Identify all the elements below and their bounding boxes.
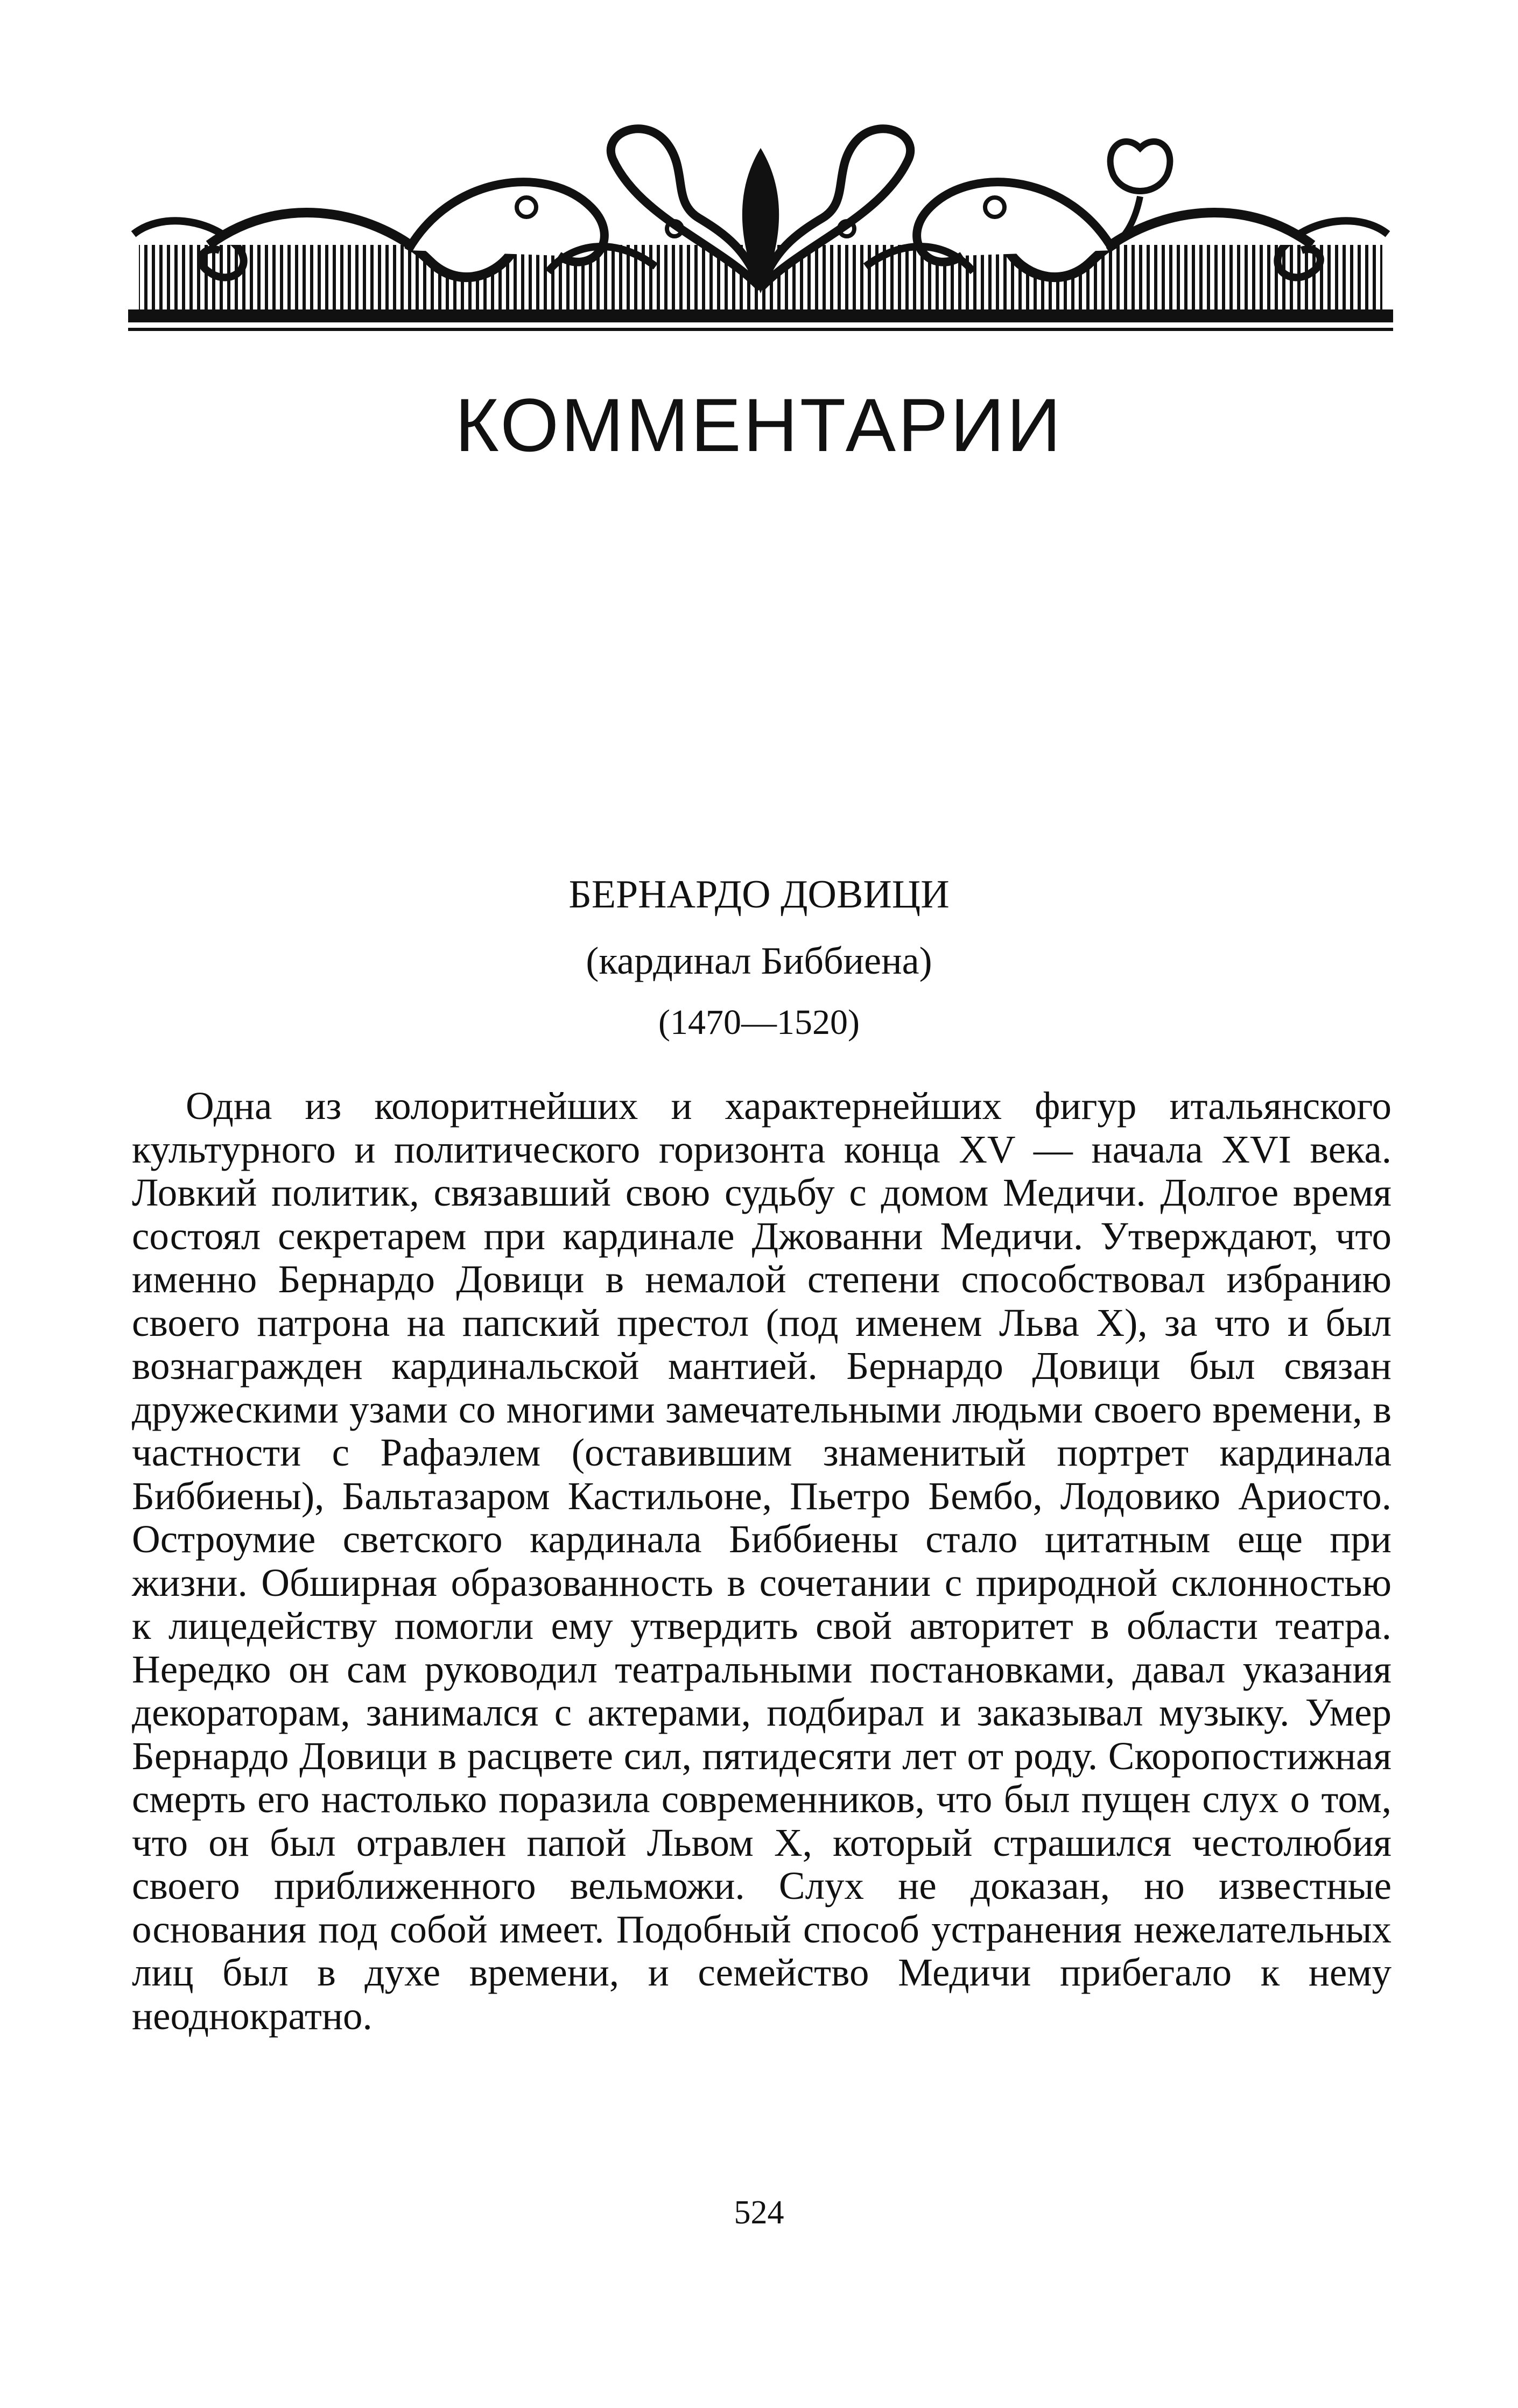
page-number: 524 (734, 2194, 784, 2231)
entry-body-text: Одна из колоритнейших и характернейших фигур итальянского культурного и политического горизонта конца XV — начала XVI века. Ловкий политик, связавший свою судьбу с домом Медичи. Долгое время состоял секретарем при кардинале Джованни Медичи. Утверждают, что именно Бернардо Довици в немалой степени способствовал избранию своего патрона на папский престол (под именем Льва X), за что и был вознагражден кардинальской мантией. Бернардо Довици был связан дружескими узами со многими замечательными людьми своего времени, в частности с Рафаэлем (оставившим знаменитый портрет кардинала Биббиены), Бальтазаром Кастильоне, Пьетро Бембо, Лодовико Ариосто. Остроумие светского кардинала Биббиены стало цитатным еще при жизни. Обширная образованность в сочетании с природной склонностью к лицедейству помогли ему утвердить свой авторитет в области театра. Нередко он сам руководил театральными постановками, давал указания декораторам, занимался с актерами, подбирал и заказывал музыку. Умер Бернардо Довици в расцвете сил, пятидесяти лет от роду. Скоропостижная смерть его настолько поразила современников, что был пущен слух о том, что он был отравлен папой Львом X, который страшился честолюбия своего приближенного вельможи. Слух не доказан, но известные основания под собой имеет. Подобный способ устранения нежелательных лиц был в духе времени, и семейство Медичи прибегало к нему неоднократно. (132, 1084, 1392, 2038)
section-title: КОММЕНТАРИИ (455, 383, 1063, 467)
entry-name: БЕРНАРДО ДОВИЦИ (568, 872, 950, 917)
entry-heading (0, 872, 1518, 1042)
entry-dates: (1470—1520) (658, 1003, 860, 1042)
floral-scroll-ornament-icon (128, 110, 1393, 342)
entry-subtitle: (кардинал Биббиена) (586, 939, 932, 982)
